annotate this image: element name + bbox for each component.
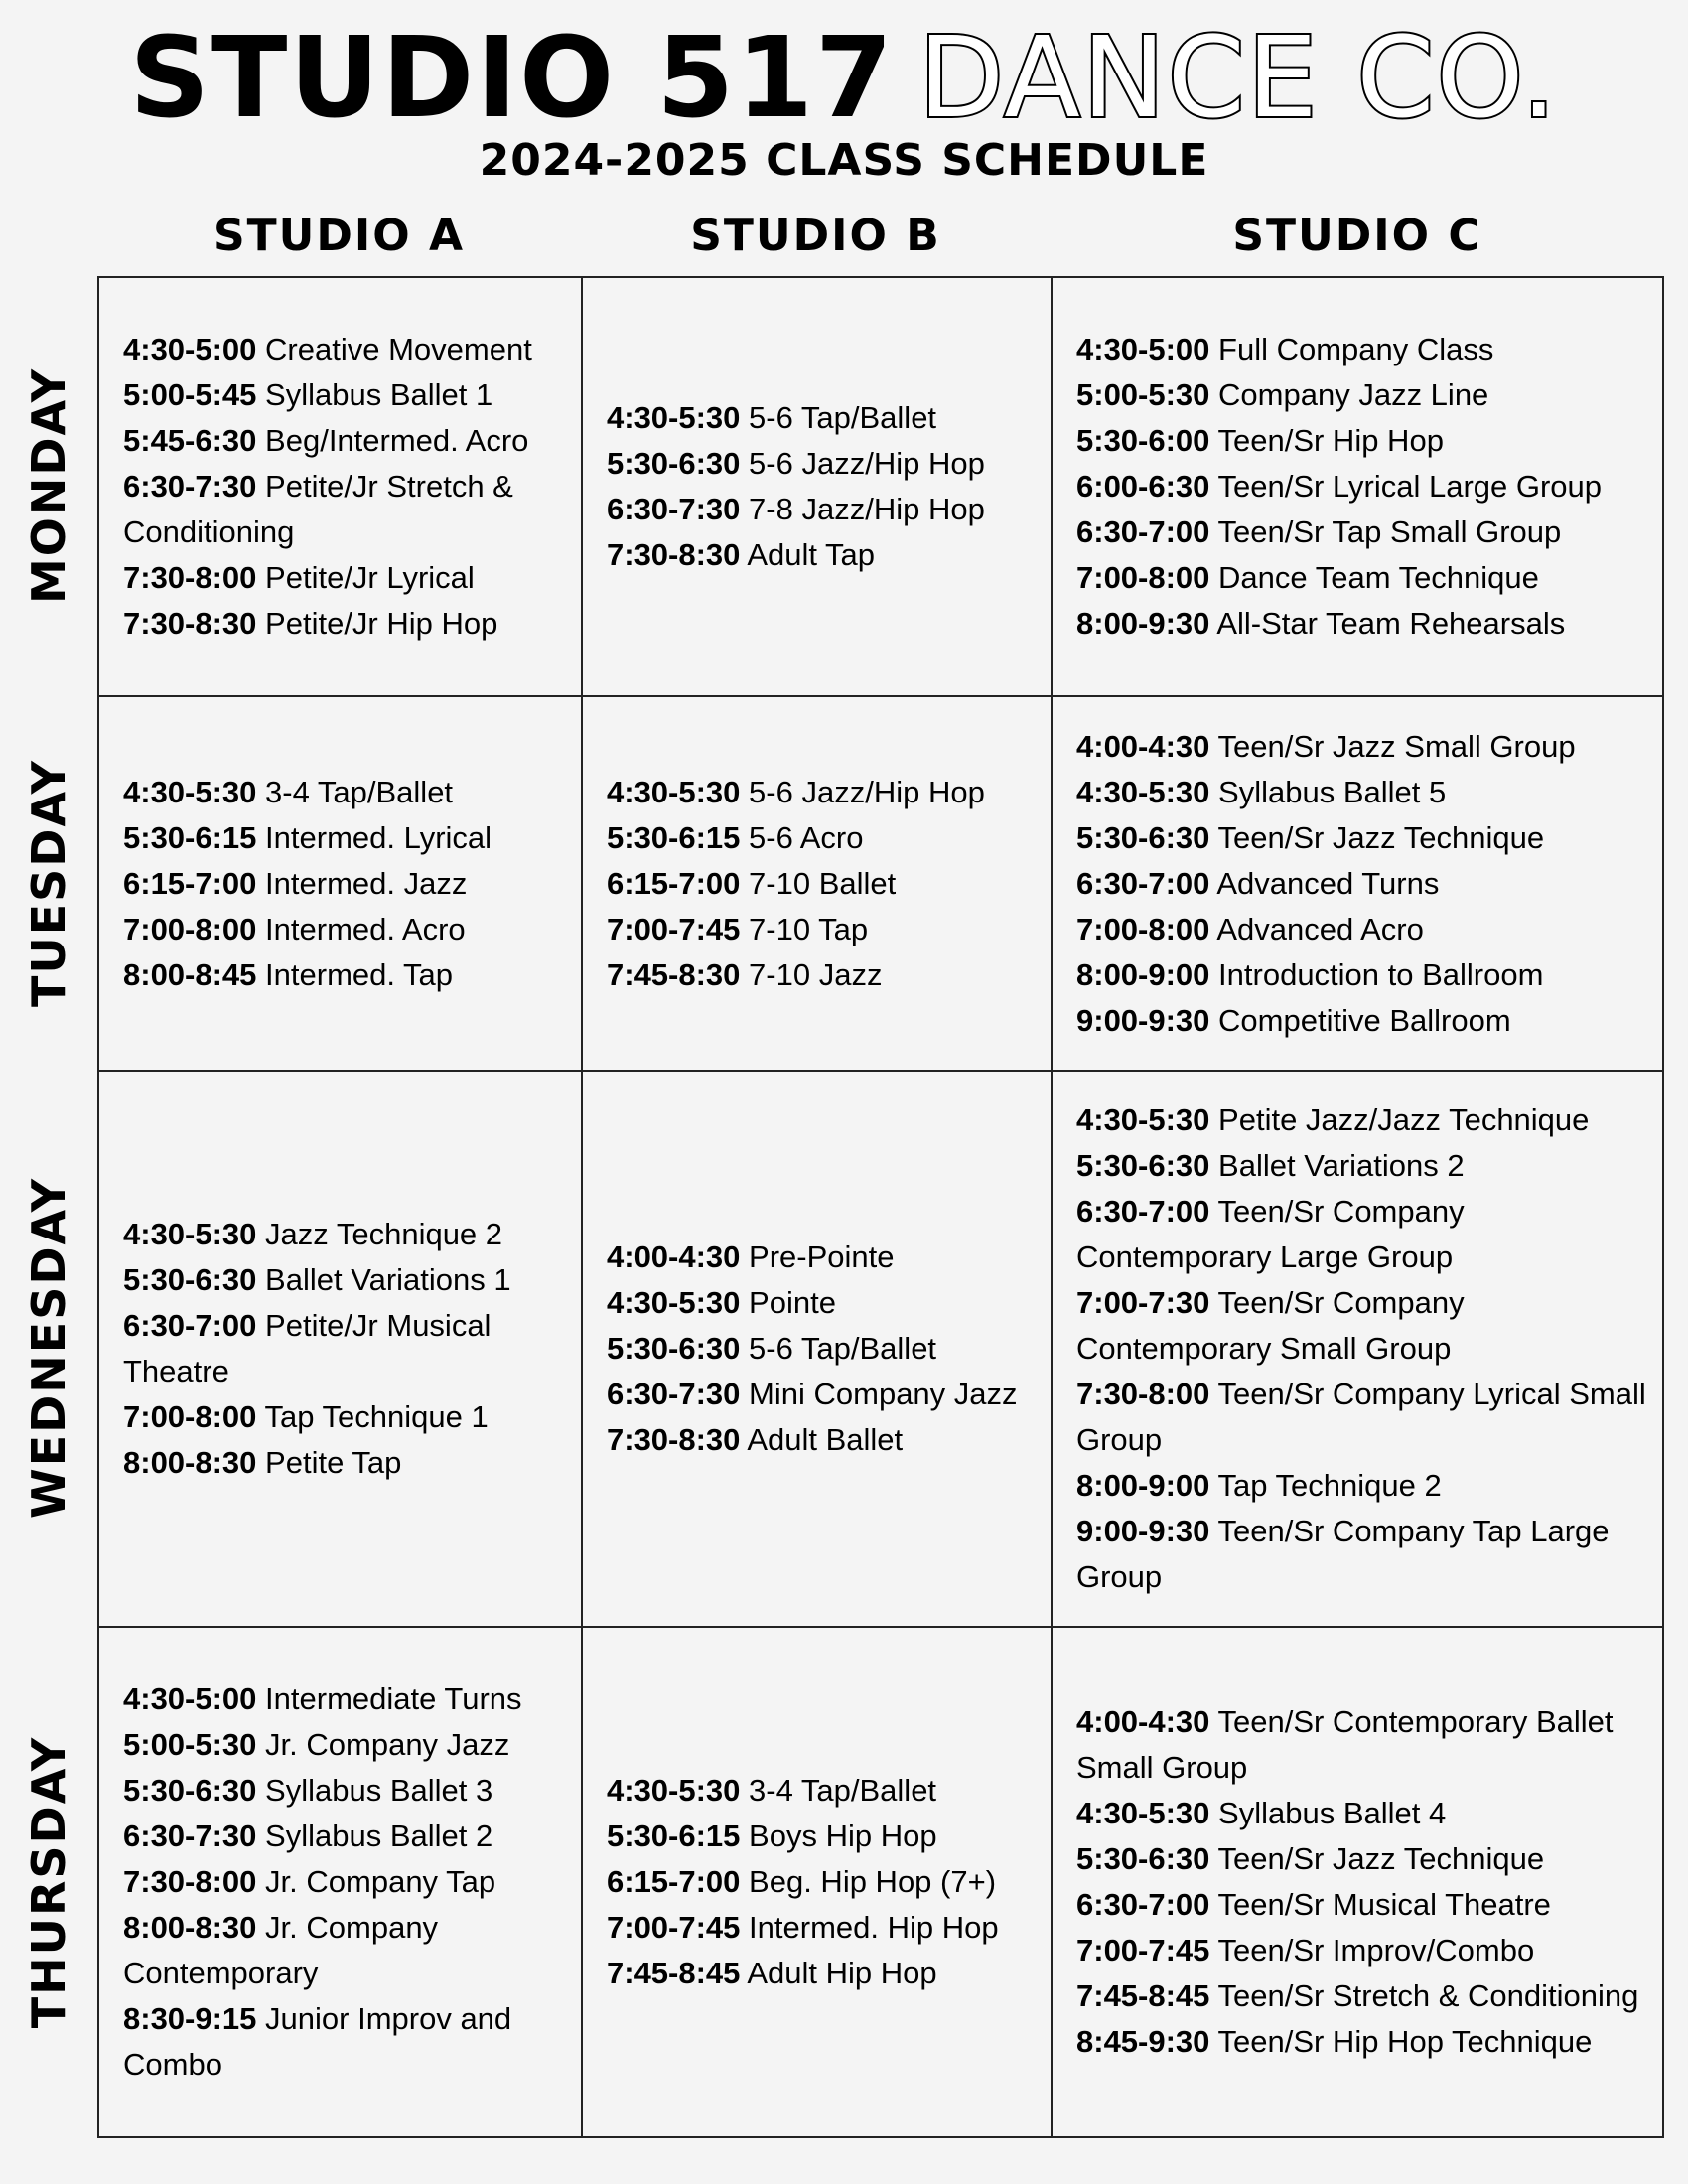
class-name: Teen/Sr Tap Small Group [1217,514,1562,549]
class-name: Teen/Sr Company Lyrical Small Group [1076,1377,1646,1457]
class-time: 8:00-8:30 [123,1445,257,1480]
class-name: Intermed. Jazz [265,865,468,901]
schedule-cell [1053,1628,1662,2136]
class-entry [123,327,567,372]
class-time: 8:30-9:15 [123,2001,257,2036]
class-time: 9:00-9:30 [1076,1002,1210,1038]
class-time: 5:30-6:00 [1076,423,1210,458]
class-name: 5-6 Tap/Ballet [749,1331,937,1366]
class-entry [607,1326,1037,1372]
studio-c-header: STUDIO C [1232,211,1482,261]
schedule-cell [1053,697,1662,1072]
class-entry [123,952,567,998]
class-entry [607,441,1037,487]
title-bold: STUDIO 517 [129,14,895,143]
class-name: Intermed. Acro [265,911,466,946]
class-entry [123,770,567,815]
class-entry [123,372,567,418]
class-name: Beg/Intermed. Acro [265,423,529,458]
class-time: 4:00-4:30 [1076,728,1210,764]
class-entry [1076,1836,1648,1882]
schedule-cell [99,697,583,1072]
class-name: Boys Hip Hop [749,1819,937,1853]
class-entry [123,1905,567,1996]
class-entry [1076,1509,1648,1600]
class-name: Teen/Sr Hip Hop [1217,423,1444,458]
class-entry [607,861,1037,907]
class-entry [607,1814,1037,1859]
day-label-text: TUESDAY [22,758,76,1007]
class-entry [123,464,567,555]
class-name: Teen/Sr Company Tap Large Group [1076,1514,1610,1594]
class-time: 6:15-7:00 [123,865,257,901]
class-time: 5:30-6:30 [1076,819,1210,855]
class-name: Intermediate Turns [265,1681,522,1716]
day-label-text: MONDAY [22,366,76,605]
class-time: 4:30-5:00 [123,1681,257,1716]
class-entry [1076,1973,1648,2019]
class-name: Pre-Pointe [749,1239,895,1274]
class-name: Pointe [749,1285,836,1320]
class-entry [1076,998,1648,1044]
class-name: Teen/Sr Improv/Combo [1217,1933,1535,1967]
class-time: 6:15-7:00 [607,865,741,901]
class-entry [607,395,1037,441]
class-entry [1076,952,1648,998]
class-time: 5:30-6:30 [607,446,741,481]
class-name: Full Company Class [1218,332,1494,366]
class-time: 5:30-6:30 [1076,1841,1210,1876]
class-time: 5:00-5:30 [1076,377,1210,412]
schedule-cell [583,1072,1053,1628]
class-time: 4:30-5:30 [607,774,741,809]
class-name: 3-4 Tap/Ballet [265,774,454,809]
class-name: Petite/Jr Hip Hop [265,606,498,641]
class-name: Petite/Jr Lyrical [265,560,475,595]
class-name: Petite Tap [265,1445,402,1480]
class-entry [123,418,567,464]
class-entry [1076,1143,1648,1189]
class-time: 4:00-4:30 [1076,1704,1210,1739]
class-time: 7:00-7:45 [1076,1933,1210,1967]
class-entry [607,1905,1037,1951]
class-time: 4:30-5:30 [607,1773,741,1808]
class-time: 5:45-6:30 [123,423,257,458]
class-entry [123,815,567,861]
class-entry [607,1951,1037,1996]
class-name: Ballet Variations 1 [265,1262,511,1297]
class-time: 4:00-4:30 [607,1239,741,1274]
class-name: Teen/Sr Lyrical Large Group [1217,469,1603,504]
class-name: Petite Jazz/Jazz Technique [1218,1102,1590,1137]
class-name: 7-10 Ballet [749,865,897,901]
class-entry [607,1235,1037,1280]
class-time: 5:30-6:15 [607,819,741,855]
class-entry [607,1417,1037,1463]
class-entry [123,1814,567,1859]
class-name: 7-10 Jazz [749,956,883,992]
class-time: 7:30-8:30 [607,537,741,572]
schedule-cell [583,1628,1053,2136]
schedule-cell [1053,1072,1662,1628]
class-time: 6:30-7:30 [123,469,257,504]
class-time: 8:00-9:00 [1076,956,1210,992]
class-time: 6:30-7:30 [607,1377,741,1411]
class-entry [1076,1189,1648,1280]
class-entry [1076,418,1648,464]
class-name: Teen/Sr Musical Theatre [1217,1887,1551,1922]
class-name: Teen/Sr Jazz Technique [1217,1841,1545,1876]
class-name: Teen/Sr Company Contemporary Small Group [1076,1285,1465,1366]
class-time: 4:30-5:00 [1076,332,1210,366]
class-time: 5:30-6:30 [607,1331,741,1366]
class-entry [123,1768,567,1814]
class-entry [1076,1928,1648,1973]
class-entry [1076,1463,1648,1509]
class-time: 4:30-5:30 [607,400,741,435]
class-time: 5:30-6:30 [1076,1148,1210,1183]
class-name: Teen/Sr Stretch & Conditioning [1217,1978,1639,2013]
class-name: Teen/Sr Contemporary Ballet Small Group [1076,1704,1614,1785]
class-name: Tap Technique 1 [264,1399,489,1434]
class-time: 5:30-6:30 [123,1262,257,1297]
class-name: Syllabus Ballet 3 [265,1773,493,1808]
class-name: Teen/Sr Company Contemporary Large Group [1076,1194,1465,1274]
class-time: 6:15-7:00 [607,1864,741,1899]
class-name: Syllabus Ballet 4 [1218,1796,1447,1830]
schedule-cell [583,697,1053,1072]
class-entry [1076,1280,1648,1372]
class-name: Adult Hip Hop [747,1956,937,1990]
class-time: 6:30-7:00 [1076,1194,1210,1229]
class-name: Intermed. Hip Hop [749,1910,999,1945]
class-entry [607,1372,1037,1417]
class-name: Adult Ballet [747,1422,904,1457]
class-entry [123,1257,567,1303]
class-entry [1076,372,1648,418]
class-entry [123,1303,567,1394]
class-entry [1076,815,1648,861]
class-name: 5-6 Tap/Ballet [749,400,937,435]
class-time: 4:30-5:00 [123,332,257,366]
schedule-cell [99,278,583,697]
class-entry [1076,1791,1648,1836]
class-name: Advanced Turns [1216,865,1440,901]
page-title [0,14,1688,143]
class-time: 8:00-9:30 [1076,606,1210,641]
class-name: Advanced Acro [1216,911,1424,946]
class-entry [123,1212,567,1257]
class-entry [1076,2019,1648,2065]
class-time: 4:30-5:30 [1076,1102,1210,1137]
schedule-subtitle: 2024-2025 CLASS SCHEDULE [479,135,1209,186]
schedule-cell [1053,278,1662,697]
class-time: 4:30-5:30 [1076,774,1210,809]
class-entry [123,1722,567,1768]
class-time: 6:30-7:30 [123,1819,257,1853]
class-time: 6:30-7:00 [123,1308,257,1343]
class-time: 7:45-8:45 [1076,1978,1210,2013]
class-name: Petite/Jr Musical Theatre [123,1308,492,1388]
class-entry [123,861,567,907]
class-entry [123,1996,567,2088]
schedule-cell [99,1072,583,1628]
class-entry [607,1859,1037,1905]
class-entry [607,907,1037,952]
class-name: Syllabus Ballet 1 [265,377,493,412]
class-entry [607,815,1037,861]
class-time: 8:45-9:30 [1076,2024,1210,2059]
class-entry [1076,724,1648,770]
studio-a-header: STUDIO A [212,211,466,261]
class-name: Jazz Technique 2 [265,1217,503,1251]
class-name: Teen/Sr Jazz Small Group [1217,728,1576,764]
day-label-tuesday [0,695,97,1070]
class-entry [1076,1372,1648,1463]
class-name: 3-4 Tap/Ballet [749,1773,937,1808]
class-entry [123,1676,567,1722]
class-name: 5-6 Acro [749,819,864,855]
class-name: Adult Tap [747,537,876,572]
class-entry [607,1280,1037,1326]
class-name: Syllabus Ballet 5 [1218,774,1447,809]
class-name: Dance Team Technique [1218,560,1539,595]
class-name: All-Star Team Rehearsals [1216,606,1566,641]
class-time: 7:00-8:00 [123,1399,257,1434]
class-time: 7:00-8:00 [123,911,257,946]
class-entry [607,1768,1037,1814]
class-name: Competitive Ballroom [1218,1002,1511,1038]
class-name: 5-6 Jazz/Hip Hop [749,446,985,481]
class-name: Jr. Company Tap [265,1864,496,1899]
class-entry [123,1394,567,1440]
class-time: 5:30-6:30 [123,1773,257,1808]
class-name: Introduction to Ballroom [1218,956,1544,992]
class-entry [1076,510,1648,555]
class-name: Beg. Hip Hop (7+) [749,1864,997,1899]
class-entry [1076,861,1648,907]
class-time: 6:30-7:30 [607,492,741,526]
class-time: 5:30-6:15 [123,819,257,855]
schedule-cell [583,278,1053,697]
day-label-text: THURSDAY [22,1735,76,2029]
class-time: 7:30-8:00 [123,560,257,595]
class-entry [1076,464,1648,510]
class-entry [607,487,1037,532]
class-name: Jr. Company Contemporary [123,1910,439,1990]
class-name: Company Jazz Line [1218,377,1489,412]
class-entry [1076,1699,1648,1791]
class-time: 7:45-8:45 [607,1956,741,1990]
class-entry [123,555,567,601]
class-name: 7-10 Tap [749,911,869,946]
title-outline: DANCE CO. [917,14,1559,143]
class-time: 5:30-6:15 [607,1819,741,1853]
class-entry [1076,770,1648,815]
class-entry [607,952,1037,998]
class-time: 7:30-8:30 [607,1422,741,1457]
class-name: Petite/Jr Stretch & Conditioning [123,469,513,549]
class-time: 6:30-7:00 [1076,1887,1210,1922]
class-time: 4:30-5:30 [1076,1796,1210,1830]
studio-b-header: STUDIO B [690,211,941,261]
class-time: 7:00-8:00 [1076,560,1210,595]
class-time: 8:00-9:00 [1076,1468,1210,1503]
class-time: 6:00-6:30 [1076,469,1210,504]
class-entry [1076,907,1648,952]
class-time: 7:30-8:00 [1076,1377,1210,1411]
class-time: 5:00-5:45 [123,377,257,412]
schedule-cell [99,1628,583,2136]
class-name: 7-8 Jazz/Hip Hop [749,492,985,526]
class-time: 4:30-5:30 [123,1217,257,1251]
class-time: 8:00-8:30 [123,1910,257,1945]
class-name: Intermed. Lyrical [265,819,492,855]
day-label-thursday [0,1626,97,2138]
class-time: 7:00-7:45 [607,1910,741,1945]
class-time: 7:00-7:45 [607,911,741,946]
class-name: Junior Improv and Combo [123,2001,512,2082]
class-entry [123,1440,567,1486]
class-name: Tap Technique 2 [1217,1468,1442,1503]
schedule-table [97,276,1664,2138]
class-entry [123,907,567,952]
class-name: Teen/Sr Jazz Technique [1217,819,1545,855]
class-entry [607,532,1037,578]
class-time: 6:30-7:00 [1076,514,1210,549]
class-name: Teen/Sr Hip Hop Technique [1217,2024,1593,2059]
class-time: 4:30-5:30 [607,1285,741,1320]
class-name: Mini Company Jazz [749,1377,1018,1411]
class-name: Jr. Company Jazz [265,1727,510,1762]
class-time: 4:30-5:30 [123,774,257,809]
class-time: 7:30-8:00 [123,1864,257,1899]
class-entry [123,1859,567,1905]
class-time: 8:00-8:45 [123,956,257,992]
day-label-monday [0,276,97,695]
class-entry [1076,601,1648,647]
class-name: Intermed. Tap [265,956,454,992]
class-name: Ballet Variations 2 [1218,1148,1465,1183]
class-name: Creative Movement [265,332,532,366]
class-time: 7:45-8:30 [607,956,741,992]
class-entry [607,770,1037,815]
class-entry [1076,1097,1648,1143]
class-name: Syllabus Ballet 2 [265,1819,493,1853]
class-time: 7:30-8:30 [123,606,257,641]
class-time: 6:30-7:00 [1076,865,1210,901]
class-name: 5-6 Jazz/Hip Hop [749,774,985,809]
class-entry [1076,555,1648,601]
day-label-wednesday [0,1070,97,1626]
class-entry [1076,327,1648,372]
class-time: 9:00-9:30 [1076,1514,1210,1548]
day-label-text: WEDNESDAY [22,1176,75,1520]
class-time: 5:00-5:30 [123,1727,257,1762]
class-entry [1076,1882,1648,1928]
class-time: 7:00-7:30 [1076,1285,1210,1320]
class-time: 7:00-8:00 [1076,911,1210,946]
class-entry [123,601,567,647]
